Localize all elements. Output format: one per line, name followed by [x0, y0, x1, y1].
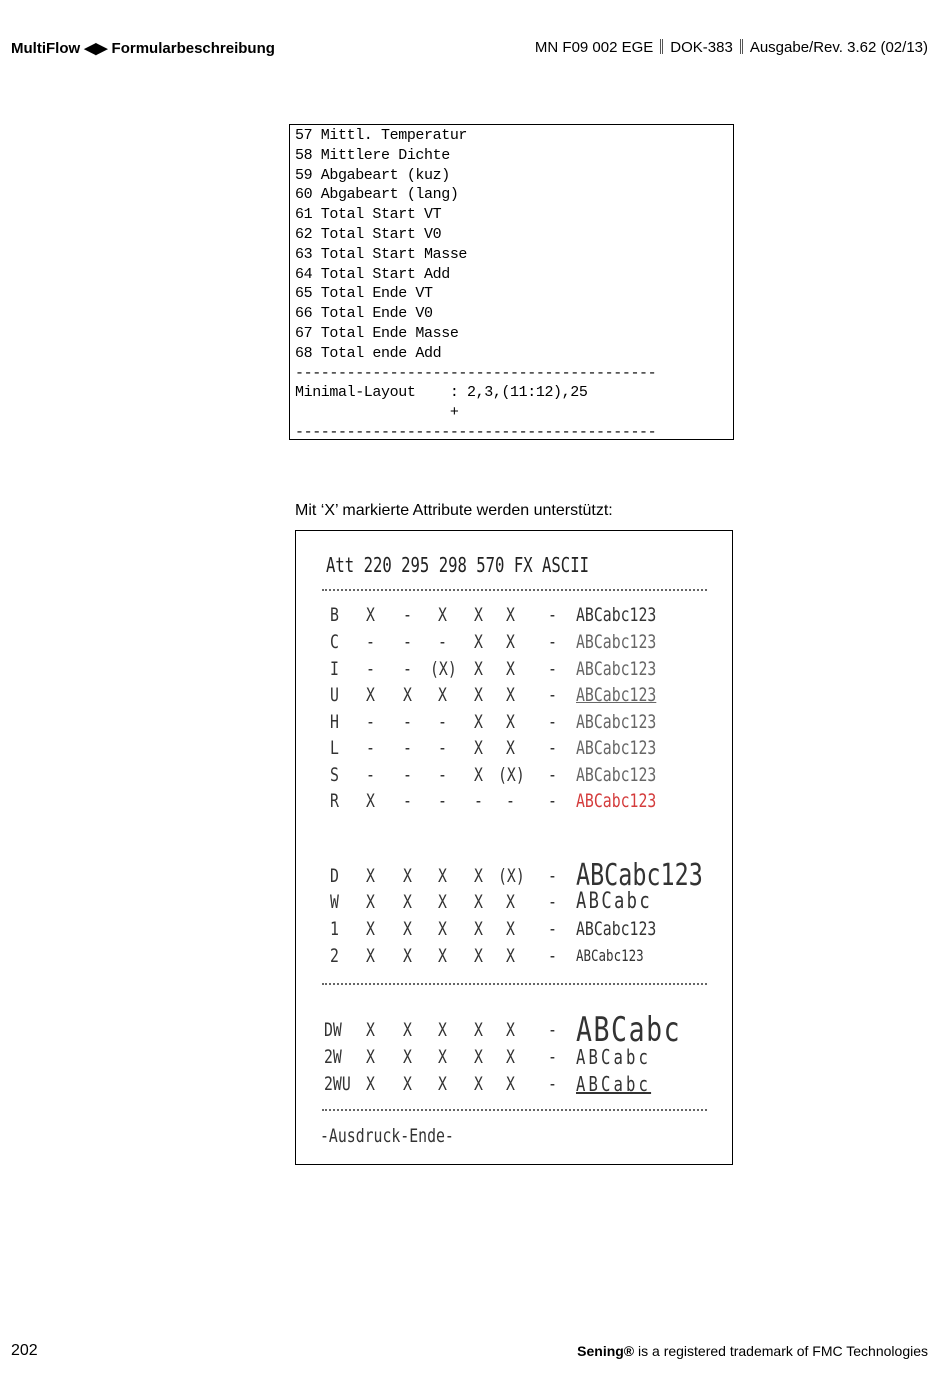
support-cell: X — [474, 1073, 483, 1095]
support-cell: X — [366, 1019, 375, 1041]
support-cell: (X) — [498, 865, 525, 887]
listing-line: 67 Total Ende Masse — [295, 324, 459, 342]
support-cell: X — [438, 684, 447, 706]
attribute-code: B — [330, 604, 339, 626]
attribute-code: DW — [324, 1019, 342, 1041]
attribute-code: I — [330, 658, 339, 680]
attribute-row — [296, 890, 726, 914]
support-cell: X — [366, 891, 375, 913]
support-cell: - — [403, 737, 412, 759]
support-cell: (X) — [498, 764, 525, 786]
attribute-row — [296, 710, 726, 734]
support-cell: - — [438, 764, 447, 786]
listing-line: + — [295, 404, 459, 422]
support-cell: - — [506, 790, 515, 812]
support-cell: - — [403, 604, 412, 626]
listing-line: 60 Abgabeart (lang) — [295, 186, 459, 204]
sample-text: ABCabc — [576, 1072, 652, 1096]
support-cell: - — [548, 1019, 557, 1041]
support-cell: X — [474, 1019, 483, 1041]
support-cell: - — [548, 945, 557, 967]
support-cell: X — [474, 658, 483, 680]
attribute-code: H — [330, 711, 339, 733]
support-cell: - — [548, 631, 557, 653]
support-cell: X — [474, 764, 483, 786]
support-cell: - — [366, 658, 375, 680]
printout-header-row: Att 220 295 298 570 FX ASCII — [326, 553, 589, 577]
footer-trademark-text: is a registered trademark of FMC Technologies — [634, 1343, 928, 1359]
attribute-code: 2W — [324, 1046, 342, 1068]
listing-line: Minimal-Layout : 2,3,(11:12),25 — [295, 384, 588, 402]
listing-line: 66 Total Ende V0 — [295, 305, 433, 323]
field-listing-box — [289, 124, 734, 440]
support-cell: X — [506, 945, 515, 967]
support-cell: X — [438, 945, 447, 967]
sample-text: ABCabc123 — [576, 764, 657, 786]
support-cell: X — [403, 1019, 412, 1041]
support-cell: X — [438, 918, 447, 940]
support-cell: X — [474, 711, 483, 733]
support-cell: X — [506, 658, 515, 680]
support-cell: - — [403, 711, 412, 733]
attribute-row — [296, 1072, 726, 1096]
listing-line: 63 Total Start Masse — [295, 245, 468, 263]
support-cell: X — [474, 865, 483, 887]
support-cell: - — [548, 918, 557, 940]
support-cell: - — [548, 684, 557, 706]
support-cell: X — [366, 1073, 375, 1095]
listing-line: 59 Abgabeart (kuz) — [295, 166, 450, 184]
sample-text: ABCabc123 — [576, 858, 703, 893]
support-cell: X — [366, 945, 375, 967]
sample-text: ABCabc — [576, 889, 653, 914]
support-cell: X — [403, 1046, 412, 1068]
attribute-row — [296, 858, 726, 893]
sample-text: ABCabc — [576, 1010, 682, 1050]
support-cell: - — [548, 1046, 557, 1068]
support-cell: - — [548, 658, 557, 680]
support-cell: - — [366, 711, 375, 733]
support-cell: X — [506, 711, 515, 733]
support-cell: - — [366, 631, 375, 653]
attribute-row — [296, 789, 726, 813]
support-cell: X — [366, 604, 375, 626]
sample-text: ABCabc123 — [576, 658, 657, 680]
printout-scan — [295, 530, 733, 1165]
support-cell: X — [403, 945, 412, 967]
support-cell: X — [474, 891, 483, 913]
listing-line: ------------------------------------------ — [295, 423, 657, 441]
listing-line: 58 Mittlere Dichte — [295, 146, 450, 164]
dotted-separator — [322, 589, 707, 591]
support-cell: - — [403, 790, 412, 812]
support-cell: - — [548, 764, 557, 786]
attribute-row — [296, 657, 726, 681]
support-cell: X — [438, 1046, 447, 1068]
footer-trademark — [577, 1343, 928, 1359]
page-number: 202 — [11, 1342, 38, 1359]
attribute-row — [296, 603, 726, 627]
listing-line: 64 Total Start Add — [295, 265, 450, 283]
support-cell: - — [403, 764, 412, 786]
doc-id: DOK-383 — [670, 39, 733, 56]
header-doc-info — [535, 39, 928, 56]
support-cell: X — [438, 1073, 447, 1095]
support-cell: X — [506, 891, 515, 913]
listing-line: 61 Total Start VT — [295, 206, 442, 224]
support-cell: - — [438, 711, 447, 733]
attribute-code: S — [330, 764, 339, 786]
attribute-row — [296, 683, 726, 707]
support-cell: - — [403, 631, 412, 653]
sample-text: ABCabc123 — [576, 604, 657, 626]
support-cell: X — [366, 790, 375, 812]
attribute-row — [296, 1010, 726, 1050]
attribute-row — [296, 1045, 726, 1069]
attribute-code: W — [330, 891, 339, 913]
support-cell: X — [366, 865, 375, 887]
support-cell: X — [474, 1046, 483, 1068]
doc-revision: Ausgabe/Rev. 3.62 (02/13) — [749, 39, 928, 56]
support-cell: - — [366, 737, 375, 759]
support-cell: X — [403, 918, 412, 940]
support-cell: X — [403, 865, 412, 887]
sample-text: ABCabc123 — [576, 711, 657, 733]
dotted-separator — [322, 983, 707, 985]
support-cell: X — [474, 604, 483, 626]
support-cell: - — [366, 764, 375, 786]
listing-line: 62 Total Start V0 — [295, 225, 442, 243]
support-cell: X — [474, 631, 483, 653]
sample-text: ABCabc123 — [576, 918, 657, 940]
support-cell: X — [474, 918, 483, 940]
support-cell: X — [438, 604, 447, 626]
doc-number: MN F09 002 EGE — [534, 39, 654, 56]
support-cell: - — [548, 737, 557, 759]
support-cell: - — [548, 604, 557, 626]
dotted-separator — [322, 1109, 707, 1111]
support-cell: X — [506, 631, 515, 653]
sample-text: ABCabc — [576, 1045, 652, 1069]
attribute-code: 2WU — [324, 1073, 351, 1095]
support-cell: X — [506, 604, 515, 626]
footer-brand: Sening® — [577, 1343, 635, 1359]
attribute-row — [296, 763, 726, 787]
support-cell: X — [366, 1046, 375, 1068]
attribute-code: L — [330, 737, 339, 759]
support-cell: X — [438, 891, 447, 913]
attribute-code: R — [330, 790, 339, 812]
support-cell: X — [506, 1046, 515, 1068]
attribute-code: C — [330, 631, 339, 653]
support-cell: X — [403, 891, 412, 913]
attribute-code: 2 — [330, 945, 339, 967]
attribute-row — [296, 736, 726, 760]
support-cell: - — [438, 790, 447, 812]
support-cell: - — [474, 790, 483, 812]
attribute-row — [296, 630, 726, 654]
support-cell: X — [438, 865, 447, 887]
support-cell: - — [548, 711, 557, 733]
support-cell: X — [506, 1019, 515, 1041]
support-cell: - — [548, 790, 557, 812]
support-cell: X — [506, 1073, 515, 1095]
support-cell: X — [506, 918, 515, 940]
sample-text: ABCabc123 — [576, 737, 657, 759]
printout-end-text: -Ausdruck-Ende- — [320, 1125, 454, 1147]
header-title: MultiFlow ◀▶ Formularbeschreibung — [11, 40, 275, 57]
sample-text: ABCabc123 — [576, 790, 657, 812]
listing-line: 57 Mittl. Temperatur — [295, 127, 468, 144]
support-cell: X — [474, 737, 483, 759]
support-cell: X — [403, 1073, 412, 1095]
sample-text: ABCabc123 — [576, 631, 657, 653]
attribute-code: U — [330, 684, 339, 706]
support-cell: X — [474, 684, 483, 706]
sample-text: ABCabc123 — [576, 946, 644, 965]
header-separator — [660, 39, 663, 54]
support-cell: X — [474, 945, 483, 967]
support-cell: - — [403, 658, 412, 680]
attributes-caption: Mit ‘X’ markierte Attribute werden unterstützt: — [295, 502, 613, 519]
attribute-code: D — [330, 865, 339, 887]
attribute-row — [296, 944, 726, 968]
support-cell: X — [506, 684, 515, 706]
sample-text: ABCabc123 — [576, 684, 657, 706]
support-cell: (X) — [430, 658, 457, 680]
listing-line: ------------------------------------------ — [295, 364, 657, 382]
support-cell: - — [548, 1073, 557, 1095]
listing-line: 65 Total Ende VT — [295, 285, 433, 303]
header-separator — [740, 39, 743, 54]
attribute-code: 1 — [330, 918, 339, 940]
support-cell: - — [438, 737, 447, 759]
support-cell: - — [548, 865, 557, 887]
support-cell: X — [366, 918, 375, 940]
listing-line: 68 Total ende Add — [295, 344, 442, 362]
support-cell: X — [438, 1019, 447, 1041]
support-cell: - — [548, 891, 557, 913]
support-cell: X — [366, 684, 375, 706]
support-cell: X — [506, 737, 515, 759]
support-cell: - — [438, 631, 447, 653]
attribute-row — [296, 917, 726, 941]
support-cell: X — [403, 684, 412, 706]
